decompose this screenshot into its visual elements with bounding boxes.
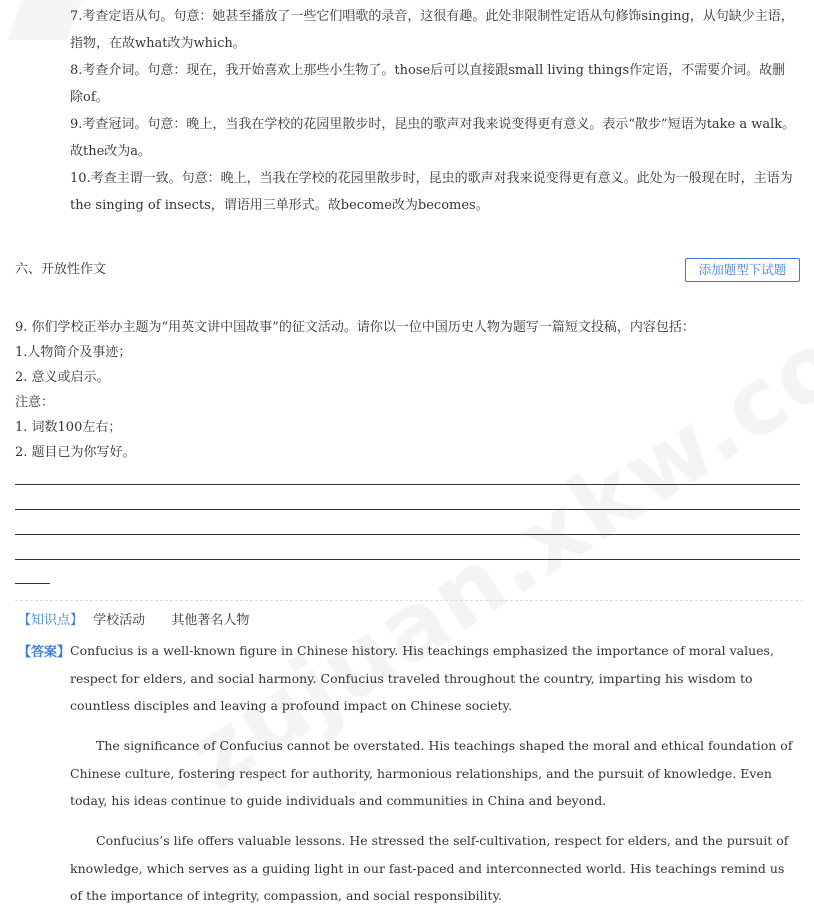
writing-line [15, 559, 800, 560]
divider [15, 600, 803, 601]
question-prompt: 9. 你们学校正举办主题为“用英文讲中国故事”的征文活动。请你以一位中国历史人物为题写一篇短文投稿，内容包括： [15, 320, 695, 335]
explanation-item-7: 7.考查定语从句。句意：她甚至播放了一些它们唱歌的录音，这很有趣。此处非限制性定语从句修饰singing，从句缺少主语，指物，在故what改为which。 [70, 9, 794, 51]
question-note-1: 1. 词数100左右； [15, 420, 122, 435]
section-title: 六、开放性作文 [15, 262, 107, 277]
question-requirement-1: 1.人物简介及事迹； [15, 345, 132, 360]
question-note-2: 2. 题目已为你写好。 [15, 445, 136, 460]
question-block [15, 315, 805, 465]
explanation-block [70, 3, 798, 219]
question-requirement-2: 2. 意义或启示。 [15, 370, 110, 385]
explanation-item-8: 8.考查介词。句意：现在，我开始喜欢上那些小生物了。those后可以直接跟small living things作定语，不需要介词。故删除of。 [70, 63, 786, 105]
explanation-item-10: 10.考查主谓一致。句意：晚上，当我在学校的花园里散步时，昆虫的歌声对我来说变得更有意义。此处为一般现在时，主语为the singing of insects，谓语用三单形式。故become改为becomes。 [70, 171, 793, 213]
question-note-label: 注意： [15, 395, 55, 410]
knowledge-points [18, 612, 265, 630]
writing-line [15, 534, 800, 535]
writing-line-short [15, 583, 50, 584]
knowledge-tag[interactable]: 其他著名人物 [171, 613, 250, 628]
add-question-button[interactable]: 添加题型下试题 [685, 258, 800, 282]
knowledge-tag[interactable]: 学校活动 [93, 613, 146, 628]
answer-paragraph: Confucius’s life offers valuable lessons. He stressed the self-cultivation, respect for elders, and the pursuit of knowledge, which serves as a guiding light in our fast-paced and interconnected world. His teachings remind us of the importance of integrity, compassion, and social responsibility. [70, 833, 789, 903]
explanation-item-9: 9.考查冠词。句意：晚上，当我在学校的花园里散步时，昆虫的歌声对我来说变得更有意义。表示“散步”短语为take a walk。故the改为a。 [70, 117, 796, 159]
answer-paragraph: The significance of Confucius cannot be overstated. His teachings shaped the moral and ethical foundation of Chinese culture, fostering respect for authority, harmonious relationships, and the pursuit of knowledge. Even today, his ideas continue to guide individuals and communities in China and beyond. [70, 738, 793, 808]
writing-line [15, 509, 800, 510]
answer-paragraph: Confucius is a well-known figure in Chinese history. His teachings emphasized the importance of moral values, respect for elders, and social harmony. Confucius traveled throughout the country, imparting his wisdom to countless disciples and leaving a profound impact on Chinese society. [70, 643, 774, 713]
answer-text [70, 637, 800, 913]
knowledge-label: 【知识点】 [18, 613, 84, 628]
answer-label: 【答案】 [18, 645, 71, 660]
writing-line [15, 484, 800, 485]
